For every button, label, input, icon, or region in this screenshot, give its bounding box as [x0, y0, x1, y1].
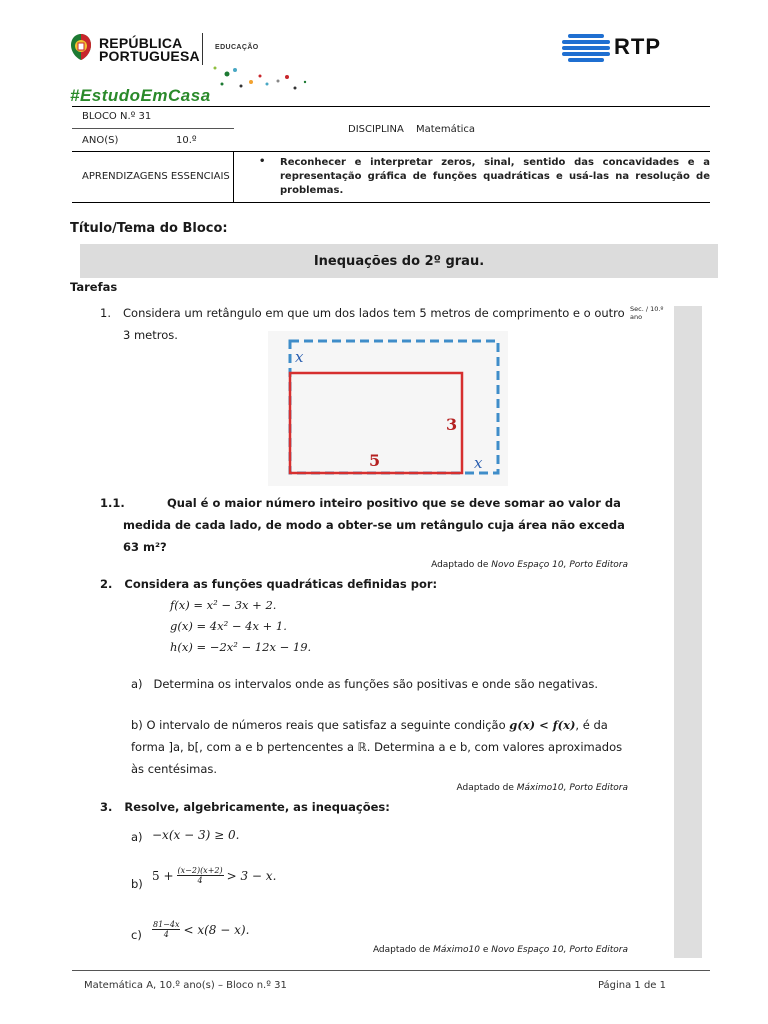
rtp-logo-text: RTP: [614, 34, 661, 59]
task1-text: Considera um retângulo em que um dos lados tem 5 metros de comprimento e o outro 3 metros.: [123, 306, 625, 342]
function-f: f(x) = x² − 3x + 2.: [170, 598, 277, 612]
header-divider: [202, 33, 203, 65]
block-title-label: Título/Tema do Bloco:: [70, 221, 228, 236]
table-top-border: [72, 106, 710, 107]
aprendizagens-label: APRENDIZAGENS ESSENCIAIS: [82, 171, 230, 182]
figure-label-width: 5: [369, 451, 381, 470]
ministry-label: EDUCAÇÃO: [215, 44, 259, 51]
task2-source: Adaptado de Máximo10, Porto Editora: [456, 783, 628, 793]
task2-a: a) Determina os intervalos onde as funções são positivas e onde são negativas.: [131, 677, 599, 691]
aprendizagens-text: Reconhecer e interpretar zeros, sinal, sentido das concavidades e a representação gráfica de funções quadráticas e usá-las na resolução de problemas.: [280, 157, 710, 196]
task3-c-label: c): [131, 928, 142, 942]
task3-b-expr: 5 + $\frac{(x-2)(x+2)}{4}$ > 3 − x.: [152, 866, 277, 885]
disciplina-value: Matemática: [416, 124, 476, 135]
side-note: Sec. / 10.º ano: [630, 305, 664, 321]
table-row-border: [72, 128, 234, 129]
task1-number: 1.: [100, 306, 111, 320]
task3-a-expr: −x(x − 3) ≥ 0.: [152, 828, 240, 842]
task3-source: Adaptado de Máximo10 e Novo Espaço 10, Porto Editora: [372, 945, 628, 955]
tasks-label: Tarefas: [70, 280, 118, 294]
table-bottom-border: [72, 202, 710, 203]
ano-label: ANO(S): [82, 135, 119, 146]
task3-b-label: b): [131, 877, 143, 891]
republica-emblem-icon: [68, 32, 94, 62]
figure-label-x-right: x: [474, 454, 483, 472]
ano-value: 10.º: [176, 135, 197, 146]
rtp-stripes-icon: [562, 34, 610, 62]
footer-page: Página 1 de 1: [597, 980, 666, 991]
theme-title: Inequações do 2º grau.: [313, 254, 485, 269]
bloco-number: BLOCO N.º 31: [82, 111, 152, 122]
function-h: h(x) = −2x² − 12x − 19.: [170, 640, 312, 654]
task2-heading: 2. Considera as funções quadráticas definidas por:: [100, 577, 438, 591]
rectangle-figure: [268, 331, 508, 486]
figure-label-height: 3: [446, 415, 458, 434]
task3-heading: 3. Resolve, algebricamente, as inequações:: [100, 800, 390, 814]
program-hashtag: #EstudoEmCasa: [70, 86, 211, 105]
bullet-icon: •: [259, 156, 266, 167]
function-g: g(x) = 4x² − 4x + 1.: [170, 619, 287, 633]
table-column-border: [233, 151, 234, 202]
decorative-dots-icon: [205, 62, 325, 97]
table-row-border: [72, 151, 710, 152]
task3-a-label: a): [131, 830, 143, 844]
side-column: [674, 306, 702, 958]
figure-label-x-top: x: [295, 348, 304, 366]
footer-left: Matemática A, 10.º ano(s) – Bloco n.º 31: [84, 980, 287, 991]
task1-sub-number: 1.1.: [100, 496, 125, 510]
task3-c-expr: 81−4x 4 < x(8 − x).: [153, 920, 250, 939]
task1-sub-text: Qual é o maior número inteiro positivo que se deve somar ao valor da medida de cada lado, de modo a obter-se um retângulo cuja área não exceda 63 m²?: [123, 496, 625, 554]
footer-divider: [72, 970, 710, 971]
disciplina-label: DISCIPLINA: [348, 124, 404, 135]
country-name: REPÚBLICA PORTUGUESA: [99, 35, 200, 64]
task2-b: b) O intervalo de números reais que satisfaz a seguinte condição g(x) < f(x), é da forma ]a, b[, com a e b pertencentes a ℝ. Determina a e b, com valores aproximados às centésimas.: [131, 718, 623, 776]
task1-source: Adaptado de Novo Espaço 10, Porto Editora: [431, 560, 628, 570]
